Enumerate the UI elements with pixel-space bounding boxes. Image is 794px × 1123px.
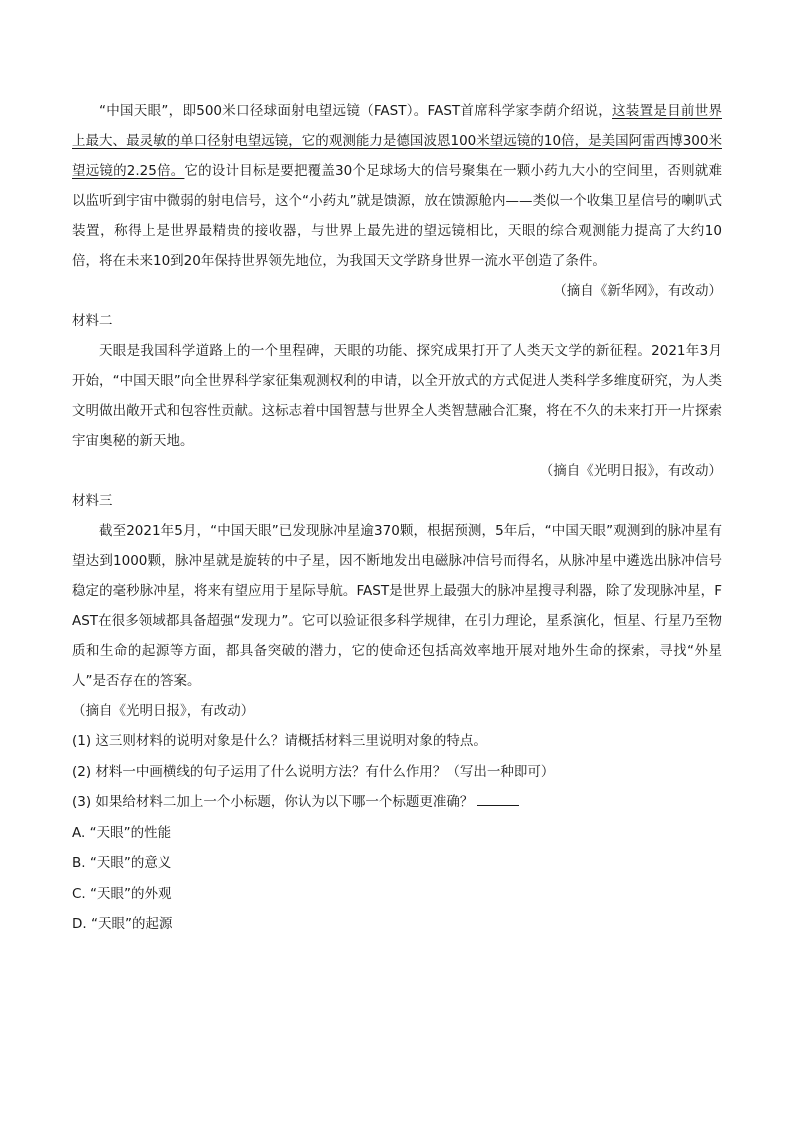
material-2-paragraph: 天眼是我国科学道路上的一个里程碑，天眼的功能、探究成果打开了人类天文学的新征程。2021年3月开始，“中国天眼”向全世界科学家征集观测权利的申请，以全开放式的方式促进人类科学多维度研究，为人类文明做出敞开式和包容性贡献。这标志着中国智慧与世界全人类智慧融合汇聚，将在不久的未来打开一片探索宇宙奥秘的新天地。: [72, 343, 722, 449]
question-3: (3) 如果给材料二加上一个小标题，你认为以下哪一个标题更准确？: [72, 794, 474, 810]
answer-blank[interactable]: [477, 791, 519, 806]
question-1: (1) 这三则材料的说明对象是什么？请概括材料三里说明对象的特点。: [72, 733, 487, 749]
option-c: C. “天眼”的外观: [72, 885, 172, 902]
material-3-heading: 材料三: [72, 493, 113, 509]
question-2: (2) 材料一中画横线的句子运用了什么说明方法？有什么作用？（写出一种即可）: [72, 763, 555, 780]
question-3-line: [72, 787, 722, 818]
material-2-heading: 材料二: [72, 313, 113, 329]
option-b: B. “天眼”的意义: [72, 855, 172, 871]
option-d: D. “天眼”的起源: [72, 916, 173, 932]
material-1-paragraph: [72, 96, 722, 276]
material-1-underlined-sentence: 这装置是目前世界上最大、最灵敏的单口径射电望远镜，它的观测能力是德国波恩100米望远镜的10倍，是美国阿雷西博300米望远镜的2.25倍。: [72, 103, 722, 179]
material-2-source: （摘自《光明日报》，有改动）: [539, 463, 722, 479]
material-1-text-b: 它的设计目标是要把覆盖30个足球场大的信号聚集在一颗小药九大小的空间里，否则就难以监听到宇宙中微弱的射电信号，这个“小药丸”就是馈源，放在馈源舱内——类似一个收集卫星信号的喇叭式装置，称得上是世界最精贵的接收器，与世界上最先进的望远镜相比，天眼的综合观测能力提高了大约10倍，将在未来10到20年保持世界领先地位，为我国天文学跻身世界一流水平创造了条件。: [72, 163, 722, 269]
material-3-paragraph: 截至2021年5月，“中国天眼”已发现脉冲星逾370颗，根据预测，5年后，“中国天眼”观测到的脉冲星有望达到1000颗，脉冲星就是旋转的中子星，因不断地发出电磁脉冲信号而得名，从脉冲星中遴选出脉冲信号稳定的毫秒脉冲星，将来有望应用于星际导航。FAST是世界上最强大的脉冲星搜寻利器，除了发现脉冲星，FAST在很多领域都具备超强“发现力”。它可以验证很多科学规律，在引力理论，星系演化，恒星、行星乃至物质和生命的起源等方面，都具备突破的潜力，它的使命还包括高效率地开展对地外生命的探索，寻找“外星人”是否存在的答案。: [72, 523, 722, 689]
material-1-source: （摘自《新华网》，有改动）: [553, 283, 722, 299]
material-3-source: （摘自《光明日报》，有改动）: [72, 703, 255, 719]
option-a: A. “天眼”的性能: [72, 824, 172, 841]
material-1-text-a: “中国天眼”，即500米口径球面射电望远镜（FAST）。FAST首席科学家李荫介绍说，: [99, 103, 613, 119]
document-page: [72, 96, 722, 940]
